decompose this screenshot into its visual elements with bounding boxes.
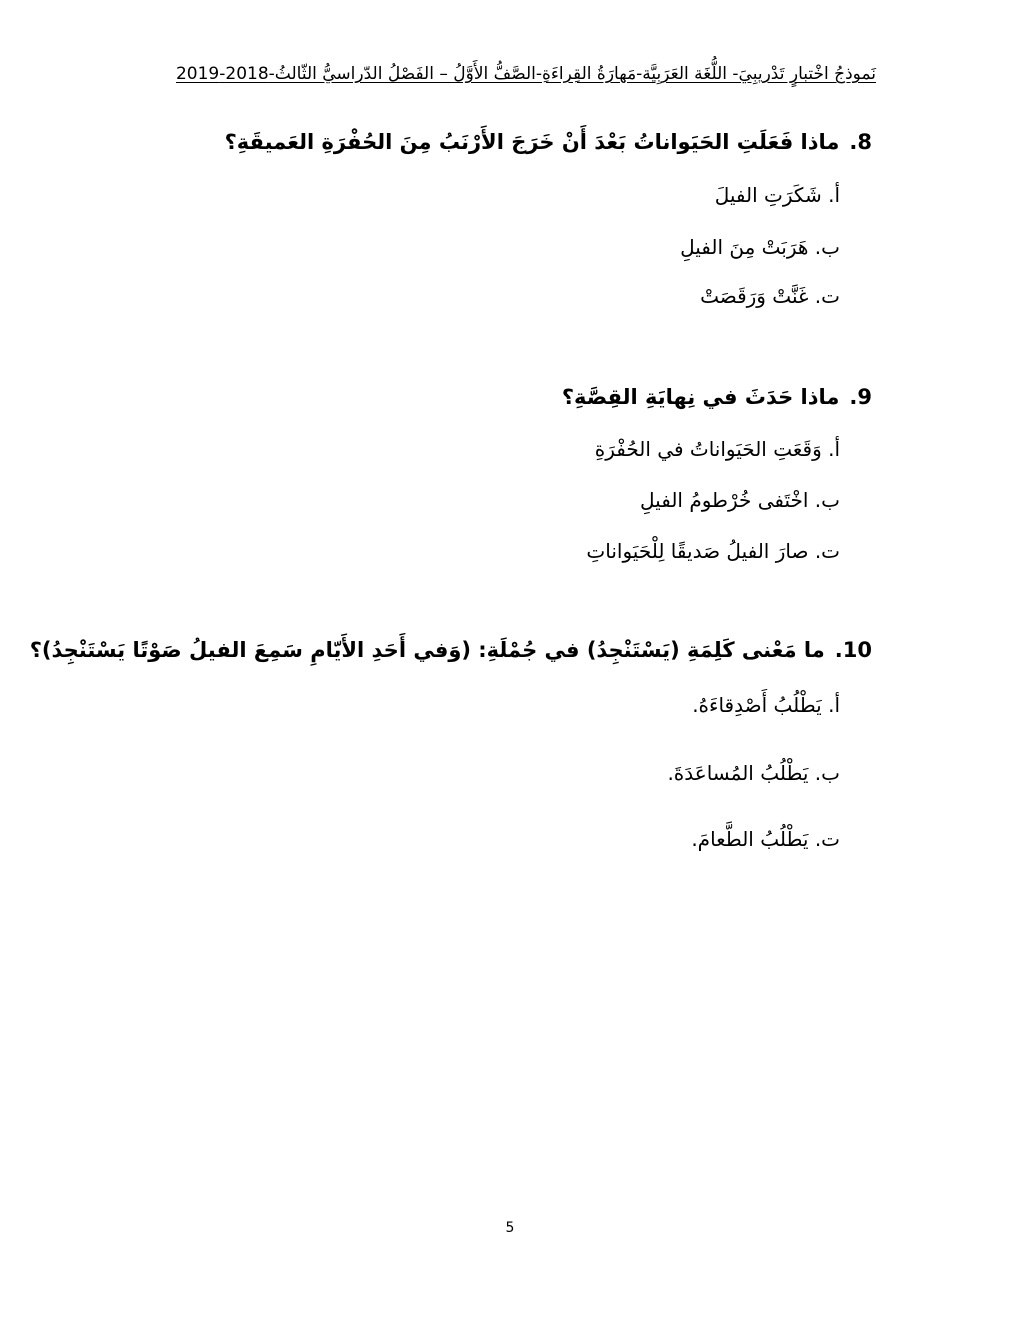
option-a: أ. وَقَعَتِ الحَيَواناتُ في الحُفْرَةِ xyxy=(594,437,840,461)
option-c: ت. صارَ الفيلُ صَديقًا لِلْحَيَواناتِ xyxy=(586,539,840,563)
option-c: ت. غَنَّتْ وَرَقَصَتْ xyxy=(700,284,840,308)
option-c: ت. يَطْلُبُ الطَّعامَ. xyxy=(691,827,840,851)
option-b: ب. هَرَبَتْ مِنَ الفيلِ xyxy=(680,235,840,259)
question-10 xyxy=(30,632,872,668)
page-header: نَموذجُ اخْتبارٍ تَدْريبِيَ- اللُّغَة العَرَبِيَّة-مَهارَةُ القِراءَةِ-الصَّفُّ الأَوَّلُ – الفَصْلُ الدّراسيُّ الثّالثُ-2018-2019 xyxy=(175,64,877,84)
question-9 xyxy=(562,379,872,415)
question-8 xyxy=(225,124,872,160)
option-b: ب. اخْتَفى خُرْطومُ الفيلِ xyxy=(640,488,840,512)
question-text: ماذا فَعَلَتِ الحَيَواناتُ بَعْدَ أَنْ خَرَجَ الأَرْنَبُ مِنَ الحُفْرَةِ العَميقَةِ؟ xyxy=(224,130,840,154)
option-a: أ. شَكَرَتِ الفيلَ xyxy=(714,183,840,207)
question-text: ما مَعْنى كَلِمَةِ (يَسْتَنْجِدُ) في جُمْلَةِ: (وَفي أَحَدِ الأَيّامِ سَمِعَ الفيلُ صَوْتًا يَسْتَنْجِدُ)؟ xyxy=(29,638,825,662)
question-number: 8. xyxy=(849,130,872,154)
question-number: 9. xyxy=(849,385,872,409)
option-a: أ. يَطْلُبُ أَصْدِقاءَهُ. xyxy=(692,693,840,717)
question-text: ماذا حَدَثَ في نِهايَةِ القِصَّةِ؟ xyxy=(561,385,840,409)
page-number: 5 xyxy=(505,1220,515,1236)
question-number: 10. xyxy=(834,638,872,662)
option-b: ب. يَطْلُبُ المُساعَدَةَ. xyxy=(667,761,840,785)
